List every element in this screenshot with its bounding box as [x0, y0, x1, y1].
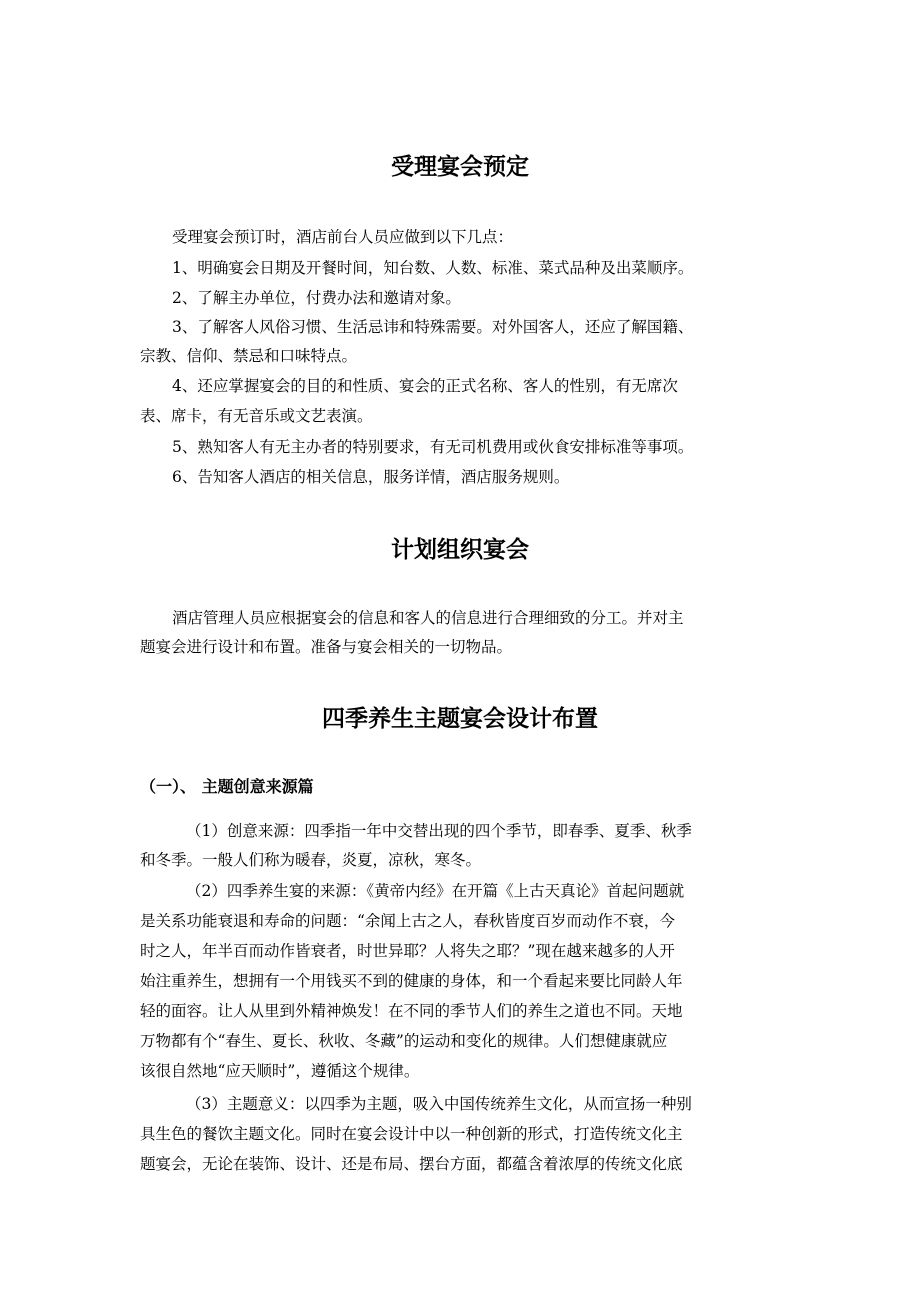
paragraph-line: 轻的面容。让人从里到外精神焕发！在不同的季节人们的养生之道也不同。天地 [140, 1002, 683, 1020]
section-title-four-seasons: 四季养生主题宴会设计布置 [322, 706, 598, 732]
paragraph-line: 始注重养生，想拥有一个用钱买不到的健康的身体，和一个看起来要比同龄人年 [140, 972, 683, 990]
list-item-4: 4、还应掌握宴会的目的和性质、宴会的正式名称、客人的性别，有无席次 [172, 377, 678, 395]
section-title-banquet-booking: 受理宴会预定 [391, 154, 529, 180]
paragraph-line: 和冬季。一般人们称为暖春，炎夏，凉秋，寒冬。 [140, 851, 482, 869]
paragraph-line: 时之人，年半百而动作皆衰者，时世异耶？人将失之耶？”现在越来越多的人开 [140, 942, 675, 960]
paragraph-line: （2）四季养生宴的来源：《黄帝内经》在开篇《上古天真论》首起问题就 [186, 882, 685, 900]
list-item-3: 3、了解客人风俗习惯、生活忌讳和特殊需要。对外国客人，还应了解国籍、 [172, 318, 694, 336]
paragraph-line: 具生色的餐饮主题文化。同时在宴会设计中以一种创新的形式，打造传统文化主 [140, 1125, 683, 1143]
paragraph-line: （1）创意来源：四季指一年中交替出现的四个季节，即春季、夏季、秋季 [186, 822, 692, 840]
paragraph-line: 该很自然地“应天顺时”，遵循这个规律。 [140, 1062, 420, 1080]
paragraph-line: 万物都有个“春生、夏长、秋收、冬藏”的运动和变化的规律。人们想健康就应 [140, 1032, 668, 1050]
paragraph-line: 题宴会进行设计和布置。准备与宴会相关的一切物品。 [140, 638, 513, 656]
paragraph-line: 是关系功能衰退和寿命的问题：“余闻上古之人，春秋皆度百岁而动作不衰，今 [140, 912, 675, 930]
list-item-5: 5、熟知客人有无主办者的特别要求，有无司机费用或伙食安排标准等事项。 [172, 438, 694, 456]
subheading-theme-source: （一）、 主题创意来源篇 [140, 777, 314, 796]
list-item-2: 2、了解主办单位，付费办法和邀请对象。 [172, 289, 461, 307]
paragraph-line: 酒店管理人员应根据宴会的信息和客人的信息进行合理细致的分工。并对主 [172, 609, 684, 627]
paragraph-line: 题宴会，无论在装饰、设计、还是布局、摆台方面，都蕴含着浓厚的传统文化底 [140, 1155, 683, 1173]
section-title-plan-organize: 计划组织宴会 [391, 537, 529, 563]
list-item-4-continued: 表、席卡，有无音乐或文艺表演。 [140, 407, 373, 425]
list-item-6: 6、告知客人酒店的相关信息，服务详情，酒店服务规则。 [172, 468, 570, 486]
list-item-3-continued: 宗教、信仰、禁忌和口味特点。 [140, 347, 358, 365]
paragraph-line: 受理宴会预订时，酒店前台人员应做到以下几点： [172, 228, 514, 246]
paragraph-line: （3）主题意义：以四季为主题，吸入中国传统养生文化，从而宣扬一种别 [186, 1095, 692, 1113]
list-item-1: 1、明确宴会日期及开餐时间，知台数、人数、标准、菜式品种及出菜顺序。 [172, 259, 694, 277]
